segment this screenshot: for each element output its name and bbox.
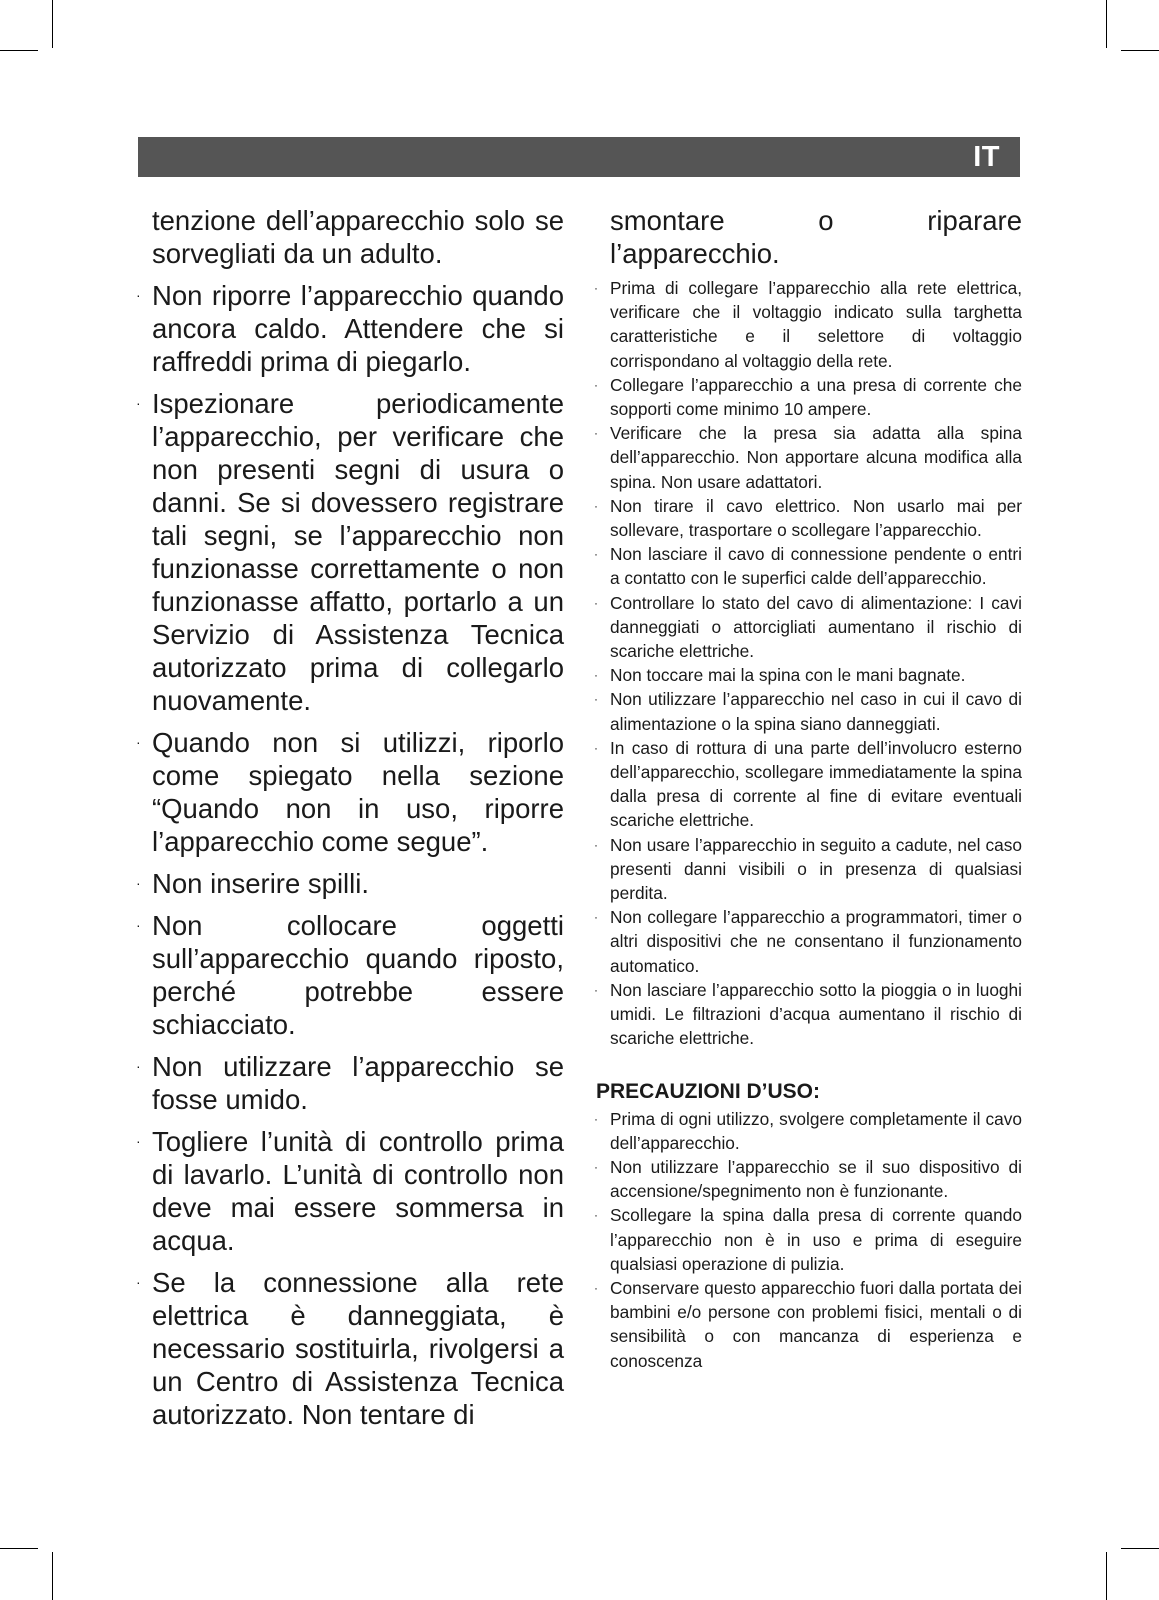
list-item (592, 542, 1022, 590)
list-item (592, 1107, 1022, 1155)
language-code: IT (973, 141, 1000, 173)
list-item-text: Non utilizzare l’apparecchio nel caso in cui il cavo di alimentazione o la spina siano danneggiati. (610, 689, 1022, 734)
list-item (136, 279, 564, 378)
list-item-text: Prima di collegare l’apparecchio alla rete elettrica, verificare che il voltaggio indicato sulla targhetta caratteristiche e il selettore di voltaggio corrispondano al voltaggio della rete. (610, 278, 1022, 371)
list-item (592, 736, 1022, 833)
list-item (592, 663, 1022, 687)
bullet-dot-icon: · (594, 498, 598, 513)
list-item (592, 591, 1022, 664)
list-item (592, 276, 1022, 373)
list-item-text: Ispezionare periodicamente l’apparecchio, per verificare che non presenti segni di usura o danni. Se si dovessero registrare tali segni, se l’apparecchio non funzionasse correttamente o non funzionasse affatto, portarlo a un Servizio di Assistenza Tecnica autorizzato prima di collegarlo nuovamente. (152, 388, 564, 716)
list-item (592, 494, 1022, 542)
list-item-text: In caso di rottura di una parte dell’involucro esterno dell’apparecchio, scollegare immediatamente la spina dalla presa di corrente al fine di evitare eventuali scariche elettriche. (610, 737, 1022, 831)
list-item-text: Quando non si utilizzi, riporlo come spiegato nella sezione “Quando non in uso, riporre l’apparecchio come segue”. (152, 727, 564, 857)
list-item-text: Togliere l’unità di controllo prima di lavarlo. L’unità di controllo non deve mai essere sommersa in acqua. (152, 1126, 564, 1256)
bullet-dot-icon: · (594, 910, 598, 925)
list-item-text: Non collegare l’apparecchio a programmatori, timer o altri dispositivi che ne consentano il funzionamento automatico. (610, 907, 1022, 976)
right-column (592, 204, 1022, 1373)
bullet-dot-icon: · (594, 547, 598, 562)
bullet-dot-icon: · (136, 1133, 141, 1149)
bullet-dot-icon: · (594, 1280, 598, 1295)
right-continuation-text: smontare o riparare l’apparecchio. (610, 205, 1022, 269)
list-item-text: Non tirare il cavo elettrico. Non usarlo mai per sollevare, trasportare o scollegare l’apparecchio. (610, 495, 1022, 541)
list-item-text: Prima di ogni utilizzo, svolgere completamente il cavo dell’apparecchio. (610, 1108, 1022, 1153)
bullet-dot-icon: · (594, 837, 598, 852)
bullet-dot-icon: · (136, 395, 141, 411)
list-item (592, 833, 1022, 906)
bullet-dot-icon: · (594, 692, 598, 707)
bullet-dot-icon: · (594, 426, 598, 441)
list-item (592, 373, 1022, 421)
list-item-text: Non lasciare il cavo di connessione pendente o entri a contatto con le superfici calde dell’apparecchio. (610, 544, 1022, 589)
bullet-dot-icon: · (594, 668, 598, 683)
crop-mark-top-right (1106, 0, 1107, 48)
list-item-text: Non utilizzare l’apparecchio se il suo dispositivo di accensione/spegnimento non è funzionante. (610, 1156, 1022, 1202)
list-item (136, 1125, 564, 1257)
bullet-dot-icon: · (136, 1274, 141, 1290)
crop-mark-top-left-h (0, 50, 38, 51)
crop-mark-bottom-left (52, 1552, 53, 1600)
left-column (136, 204, 564, 1431)
bullet-dot-icon: · (594, 595, 598, 610)
list-item-text: Non lasciare l’apparecchio sotto la pioggia o in luoghi umidi. Le filtrazioni d’acqua aumentano il rischio di scariche elettriche. (610, 979, 1022, 1049)
list-item-text: Conservare questo apparecchio fuori dalla portata dei bambini e/o persone con problemi fisici, mentali o di sensibilità o con mancanza di esperienza e conoscenza (610, 1277, 1022, 1371)
crop-mark-top-right-h (1121, 50, 1159, 51)
bullet-dot-icon: · (594, 982, 598, 997)
list-item-text: Non utilizzare l’apparecchio se fosse umido. (152, 1051, 564, 1115)
list-item (136, 1050, 564, 1116)
header-bar (138, 137, 1020, 177)
bullet-dot-icon: · (594, 740, 598, 755)
right-bullet-list (592, 276, 1022, 1051)
list-item (136, 726, 564, 858)
section-heading: PRECAUZIONI D’USO: (596, 1079, 821, 1103)
bullet-dot-icon: · (594, 281, 598, 295)
bullet-dot-icon: · (136, 734, 141, 750)
left-continuation-text: tenzione dell’apparecchio solo se sorvegliati da un adulto. (152, 205, 564, 269)
bullet-dot-icon: · (594, 1111, 598, 1126)
left-bullet-list (136, 279, 564, 1431)
crop-mark-bottom-left-h (0, 1548, 38, 1549)
list-item-text: Non inserire spilli. (152, 868, 370, 899)
list-item (592, 687, 1022, 735)
list-item (592, 1276, 1022, 1373)
bullet-dot-icon: · (136, 875, 141, 891)
list-item-text: Collegare l’apparecchio a una presa di corrente che sopporti come minimo 10 ampere. (610, 374, 1022, 420)
list-item-text: Verificare che la presa sia adatta alla spina dell’apparecchio. Non apportare alcuna modifica alla spina. Non usare adattatori. (610, 423, 1022, 492)
bullet-dot-icon: · (594, 377, 598, 392)
bullet-dot-icon: · (136, 1058, 141, 1074)
list-item (592, 905, 1022, 978)
bullet-dot-icon: · (594, 1159, 598, 1174)
list-item (136, 909, 564, 1041)
list-item (592, 421, 1022, 494)
list-item (136, 1266, 564, 1431)
list-item (136, 867, 564, 900)
list-item-text: Non collocare oggetti sull’apparecchio quando riposto, perché potrebbe essere schiacciato. (152, 910, 564, 1040)
crop-mark-top-left (52, 0, 53, 48)
list-item-text: Non toccare mai la spina con le mani bagnate. (610, 665, 966, 686)
list-item-text: Non riporre l’apparecchio quando ancora caldo. Attendere che si raffreddi prima di piegarlo. (152, 280, 564, 377)
list-item (592, 978, 1022, 1051)
crop-mark-bottom-right-h (1121, 1548, 1159, 1549)
list-item (136, 387, 564, 717)
list-item (592, 1203, 1022, 1276)
precautions-bullet-list (592, 1107, 1022, 1373)
bullet-dot-icon: · (594, 1208, 598, 1223)
bullet-dot-icon: · (136, 917, 141, 933)
crop-mark-bottom-right (1106, 1552, 1107, 1600)
list-item-text: Scollegare la spina dalla presa di corrente quando l’apparecchio non è in uso e prima di eseguire qualsiasi operazione di pulizia. (610, 1205, 1022, 1274)
bullet-dot-icon: · (136, 287, 141, 303)
list-item-text: Se la connessione alla rete elettrica è danneggiata, è necessario sostituirla, rivolgersi a un Centro di Assistenza Tecnica autorizzato. Non tentare di (152, 1267, 564, 1430)
list-item-text: Controllare lo stato del cavo di alimentazione: I cavi danneggiati o attorcigliati aumentano il rischio di scariche elettriche. (610, 592, 1022, 662)
list-item-text: Non usare l’apparecchio in seguito a cadute, nel caso presenti danni visibili o in presenza di qualsiasi perdita. (610, 834, 1022, 904)
list-item (592, 1155, 1022, 1203)
